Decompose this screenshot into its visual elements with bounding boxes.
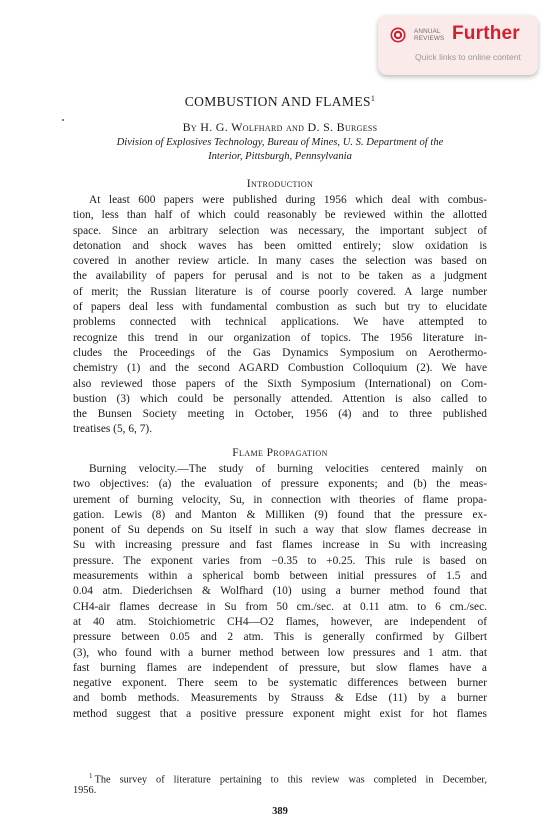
article-title-text: COMBUSTION AND FLAMES	[184, 94, 371, 109]
footnote	[73, 770, 487, 797]
title-footnote-mark: 1	[370, 94, 376, 103]
text-line: cludes the Proceedings of the Gas Dynamics Symposium on Aerothermo-	[73, 346, 487, 359]
text-line: and bomb methods. Measurements by Strauss & Edse (11) by a burner	[73, 692, 487, 705]
article-title	[0, 94, 560, 110]
byline: By H. G. Wolfhard and D. S. Burgess	[182, 120, 378, 134]
footnote-text: The survey of literature pertaining to this review was completed in December,	[94, 774, 487, 786]
annual-reviews-wordmark	[414, 28, 444, 42]
text-line: At least 600 papers were published during 1956 which deal with combus-	[89, 194, 487, 206]
badge-annual-text: ANNUAL	[414, 28, 441, 35]
text-line: at 40 atm. Stoichiometric CH4—O2 flames, however, are independent of	[73, 615, 487, 628]
badge-further-label: Further	[452, 23, 520, 44]
text-line: Su with increasing pressure and fast flames increase in Su with increasing	[73, 539, 487, 552]
text-line: ponent of Su depends on Su itself in such a way that slow flames decrease in	[73, 524, 487, 537]
badge-reviews-text: REVIEWS	[414, 35, 445, 43]
text-line: urement of burning velocity, Su, in connection with theories of flame propa-	[73, 493, 487, 506]
text-line: pressure between 0.05 and 2 atm. This is generally confirmed by Gilbert	[73, 631, 487, 644]
text-line: of merit; the Russian literature is of course poorly covered. A large number	[73, 285, 487, 298]
text-line: chemistry (1) and the second AGARD Combustion Colloquium (2). We have	[73, 362, 487, 375]
text-line: CH4-air flames decrease in Su from 50 cm./sec. at 0.11 atm. to 6 cm./sec.	[73, 600, 487, 613]
text-line: space. Since an arbitrary selection was necessary, the important subject of	[73, 224, 487, 237]
affiliation	[0, 136, 560, 164]
footnote-line	[73, 770, 487, 784]
badge-quick-links-link[interactable]: Quick links to online content	[415, 52, 521, 62]
text-line: method suggest that a positive pressure exponent might exist for hot flames	[73, 707, 487, 720]
flame-propagation-paragraph	[73, 462, 487, 722]
section-heading-introduction: Introduction	[246, 178, 314, 190]
text-line: detonation and shock waves has been omitted entirely; slow oxidation is	[73, 239, 487, 252]
text-line: the availability of papers for perusal and is not to be taken as a judgment	[73, 270, 487, 283]
section-heading-flame-propagation: Flame Propagation	[232, 447, 328, 459]
text-line: measurements within a spherical bomb between initial pressures of 1.5 and	[73, 570, 487, 583]
text-line: covered in another review article. In many cases the selection was based on	[73, 255, 487, 268]
affiliation-line: Division of Explosives Technology, Bureau of Mines, U. S. Department of the	[116, 137, 444, 148]
text-line: recognize this trend in our organization of topics. The 1956 literature in-	[73, 331, 487, 344]
text-line: treatises (5, 6, 7).	[73, 423, 153, 436]
text-line: also reviewed those papers of the Sixth Symposium (International) on Com-	[73, 377, 487, 390]
text-line: (3), who found with a burner method between low pressures and 1 atm. that	[73, 646, 487, 659]
text-line: problems connected with technical applications. We have attempted to	[73, 316, 487, 329]
introduction-paragraph	[73, 193, 487, 438]
footnote-line: 1956.	[73, 784, 97, 796]
annual-reviews-logo-icon	[390, 27, 406, 43]
text-line: of papers deal less with fundamental combustion as such but try to elucidate	[73, 301, 487, 314]
page-number: 389	[272, 806, 288, 817]
text-line: fast burning flames are independent of pressure, but slow flames have a	[73, 661, 487, 674]
further-badge[interactable]	[378, 15, 538, 75]
text-line: gation. Lewis (8) and Manton & Milliken (9) found that the pressure ex-	[73, 508, 487, 521]
text-line: the Bunsen Society meeting in October, 1956 (4) and to three published	[73, 408, 487, 421]
affiliation-line: Interior, Pittsburgh, Pennsylvania	[208, 151, 352, 162]
text-line: pressure. The exponent varies from −0.35 to +0.25. This rule is based on	[73, 554, 487, 567]
text-line: two objectives: (a) the evaluation of pressure exponents; and (b) the meas-	[73, 478, 487, 491]
footnote-mark: 1	[89, 772, 93, 780]
text-line: negative exponent. There seem to be systematic differences between burner	[73, 677, 487, 690]
text-line: Burning velocity.—The study of burning velocities centered mainly on	[89, 463, 487, 475]
text-line: 0.04 atm. Diederichsen & Wolfhard (10) using a burner method found that	[73, 585, 487, 598]
text-line: tion, less than half of which could reasonably be reviewed within the allotted	[73, 209, 487, 222]
text-line: bustion (3) which could be personally attended. Attention is also called to	[73, 392, 487, 405]
